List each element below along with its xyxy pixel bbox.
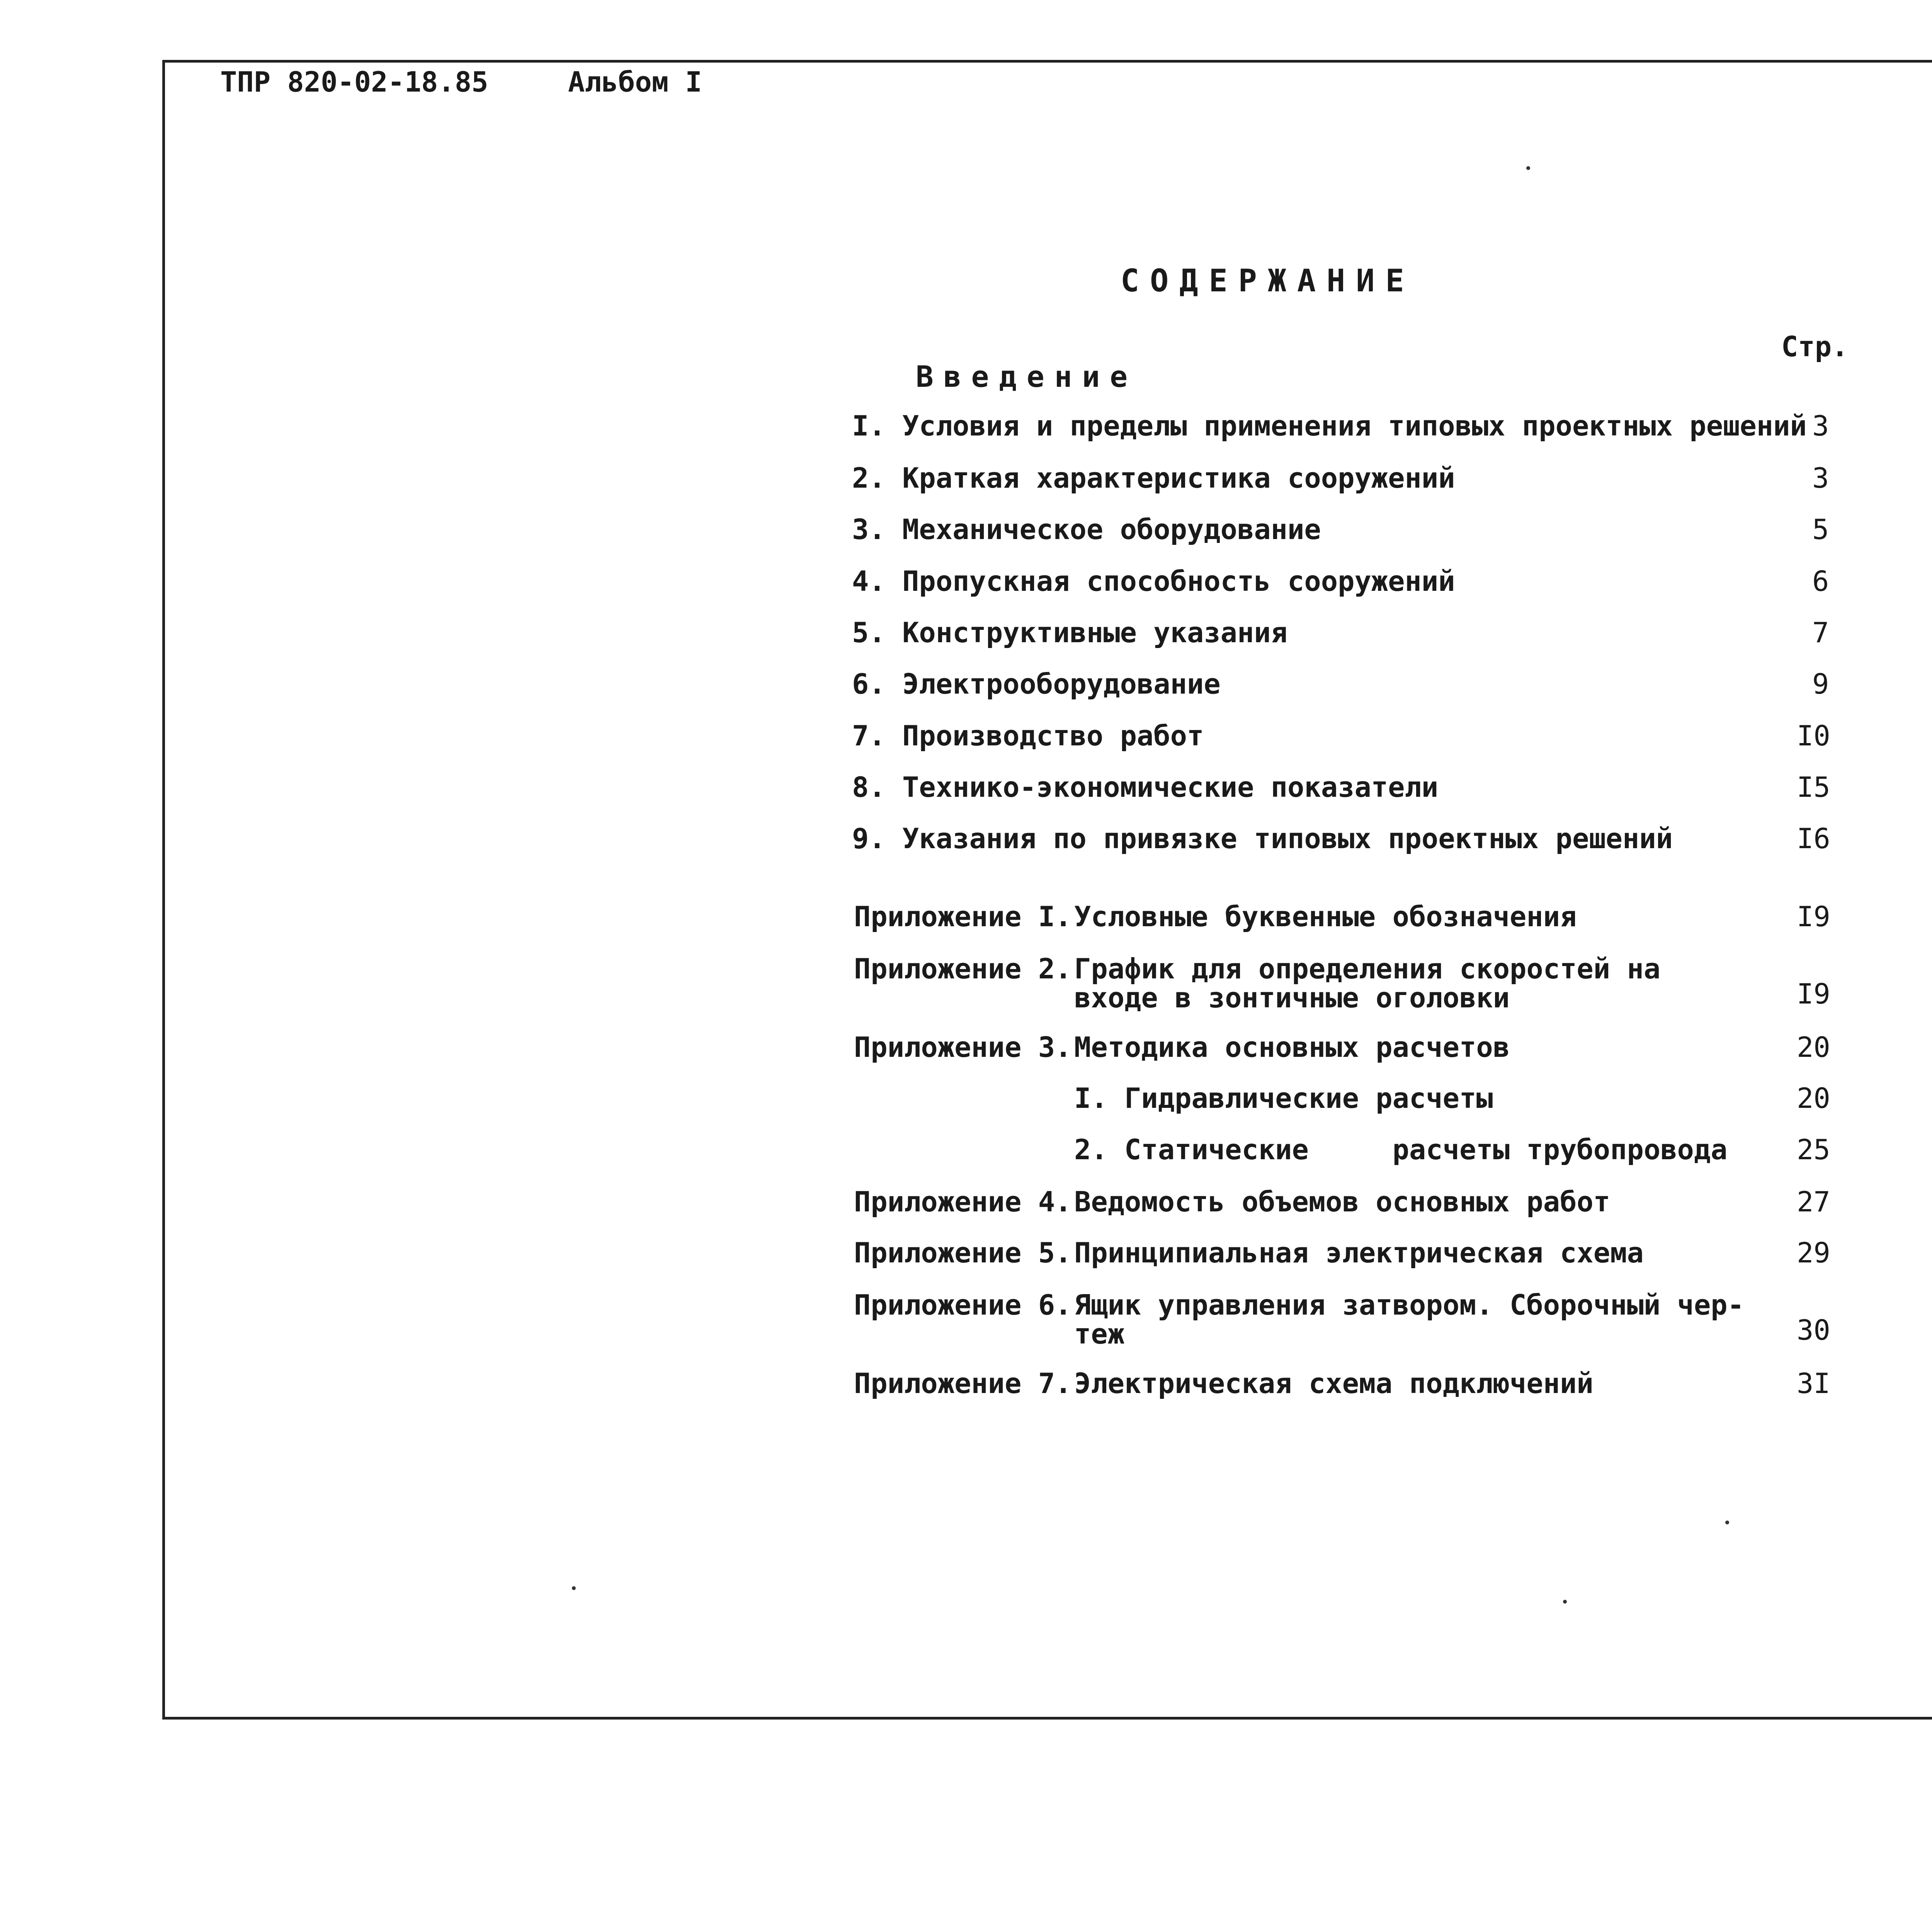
list-item: 8. Технико-экономические показатели — [852, 771, 1439, 803]
scan-speck — [572, 1586, 576, 1590]
page-number: 6 — [1812, 565, 1829, 597]
page-number: I9 — [1797, 900, 1830, 933]
list-item: 2. Краткая характеристика сооружений — [852, 462, 1455, 494]
page-number: I5 — [1797, 771, 1830, 803]
page-number: I9 — [1797, 978, 1830, 1010]
page-number: 3I — [1797, 1367, 1830, 1400]
page-number: 25 — [1797, 1133, 1830, 1166]
scan-speck — [1526, 166, 1530, 170]
album-label: Альбом I — [568, 66, 702, 98]
list-item: 7. Производство работ — [852, 720, 1204, 752]
intro-heading: Введение — [916, 359, 1138, 394]
appendix-title: Методика основных расчетов — [1074, 1031, 1510, 1063]
page-number: 20 — [1797, 1082, 1830, 1114]
appendix-title: Электрическая схема подключений — [1074, 1367, 1594, 1400]
list-item: 6. Электрооборудование — [852, 668, 1221, 700]
page-number: 5 — [1812, 513, 1829, 546]
scan-speck — [1563, 1600, 1567, 1604]
appendix-label: Приложение 6. — [854, 1289, 1072, 1321]
drawing-frame — [162, 60, 1932, 1720]
page-number: I6 — [1797, 822, 1830, 855]
list-item: 4. Пропускная способность сооружений — [852, 565, 1455, 597]
scan-speck — [1725, 1521, 1729, 1524]
appendix-subitem: 2. Статические расчеты трубопровода — [1074, 1133, 1728, 1166]
page-number: 20 — [1797, 1031, 1830, 1063]
list-item: 9. Указания по привязке типовых проектных решений — [852, 822, 1673, 855]
appendix-title-cont: теж — [1074, 1318, 1125, 1350]
appendix-label: Приложение I. — [854, 900, 1072, 933]
page-number: 3 — [1812, 462, 1829, 494]
page-number: 29 — [1797, 1237, 1830, 1269]
appendix-subitem: I. Гидравлические расчеты — [1074, 1082, 1493, 1114]
page-number: 30 — [1797, 1314, 1830, 1346]
appendix-label: Приложение 2. — [854, 953, 1072, 985]
appendix-label: Приложение 5. — [854, 1237, 1072, 1269]
appendix-label: Приложение 4. — [854, 1186, 1072, 1218]
appendix-title: Принципиальная электрическая схема — [1074, 1237, 1644, 1269]
appendix-label: Приложение 7. — [854, 1367, 1072, 1400]
list-item: I. Условия и пределы применения типовых проектных решений — [852, 410, 1807, 442]
appendix-label: Приложение 3. — [854, 1031, 1072, 1063]
page-number: 9 — [1812, 668, 1829, 700]
appendix-title: Ведомость объемов основных работ — [1074, 1186, 1611, 1218]
page-number: 7 — [1812, 616, 1829, 649]
page-number: 3 — [1812, 410, 1829, 442]
page-number: I0 — [1797, 720, 1830, 752]
page-title: СОДЕРЖАНИЕ — [1121, 263, 1415, 299]
page-column-header: Стр. — [1781, 330, 1849, 363]
appendix-title: Ящик управления затвором. Сборочный чер- — [1074, 1289, 1744, 1321]
page-number: 27 — [1797, 1186, 1830, 1218]
list-item: 3. Механическое оборудование — [852, 513, 1321, 546]
doc-code: ТПР 820-02-18.85 — [220, 66, 488, 98]
appendix-title: График для определения скоростей на — [1074, 953, 1661, 985]
appendix-title: Условные буквенные обозначения — [1074, 900, 1577, 933]
appendix-title-cont: входе в зонтичные оголовки — [1074, 981, 1510, 1014]
list-item: 5. Конструктивные указания — [852, 616, 1288, 649]
